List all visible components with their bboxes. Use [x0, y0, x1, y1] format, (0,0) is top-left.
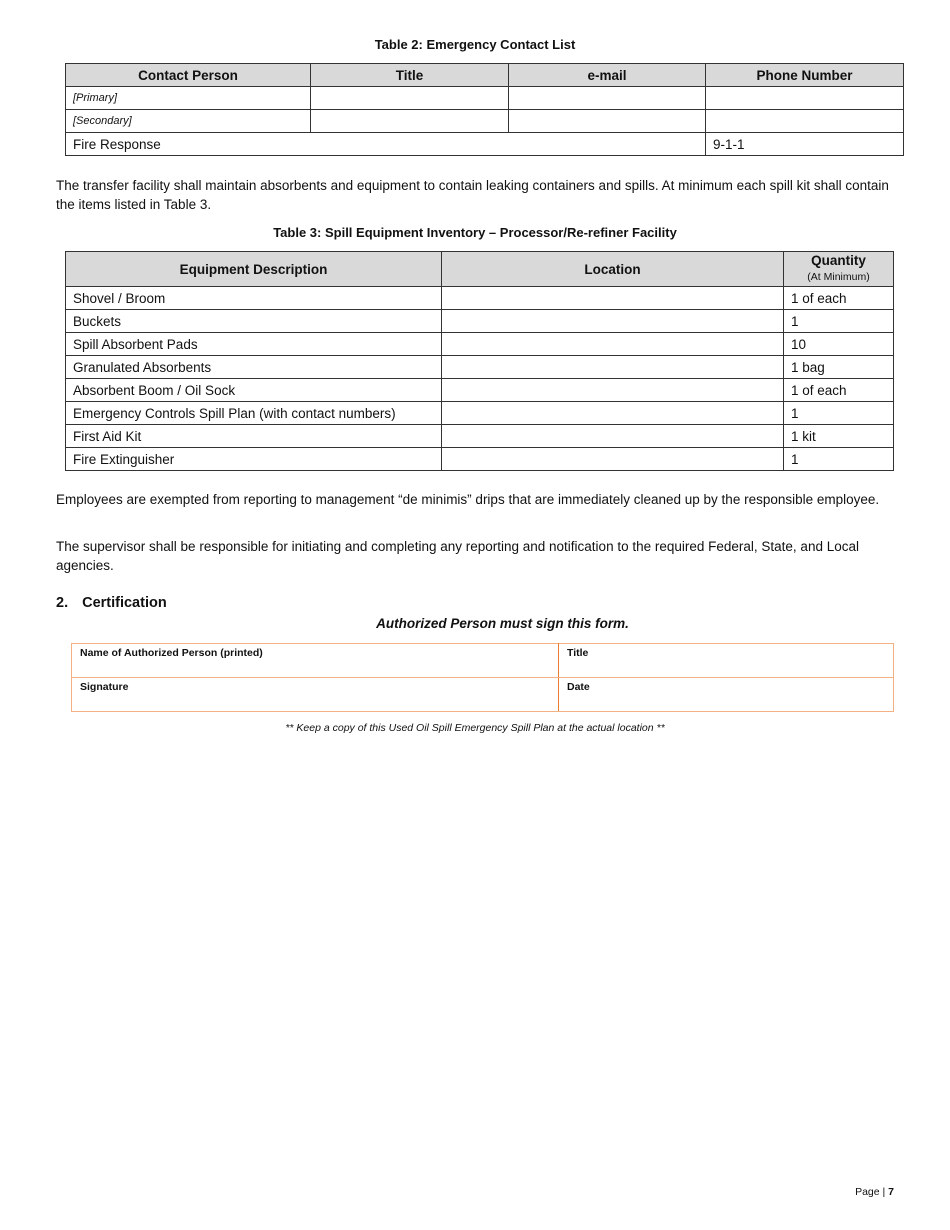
header-phone: Phone Number [706, 64, 904, 87]
section-number: 2. [56, 595, 69, 611]
signature-field[interactable]: Signature [72, 678, 559, 712]
table2-caption: Table 2: Emergency Contact List [374, 37, 576, 52]
cell[interactable] [706, 87, 904, 110]
paragraph: The supervisor shall be responsible for initiating and completing any reporting and notification to the required Federal, State, and Local agencies. [56, 539, 859, 573]
page-label: Page | [855, 1186, 886, 1198]
quantity-cell: 1 of each [784, 287, 894, 310]
location-cell[interactable] [442, 287, 784, 310]
cell: 9-1-1 [706, 133, 904, 156]
equipment-cell: Spill Absorbent Pads [66, 333, 442, 356]
quantity-cell: 10 [784, 333, 894, 356]
quantity-cell: 1 [784, 310, 894, 333]
name-field[interactable]: Name of Authorized Person (printed) [72, 644, 559, 678]
spill-equipment-rows [65, 286, 894, 471]
page-number [855, 1186, 894, 1198]
location-cell[interactable] [442, 310, 784, 333]
cell[interactable] [706, 110, 904, 133]
cell[interactable] [509, 87, 706, 110]
cell: Fire Response [66, 133, 706, 156]
location-cell[interactable] [442, 356, 784, 379]
location-cell[interactable] [442, 425, 784, 448]
table-row [66, 310, 894, 333]
page-num: 7 [888, 1186, 894, 1198]
header-contact-person: Contact Person [66, 64, 311, 87]
equipment-cell: Fire Extinguisher [66, 448, 442, 471]
paragraph: Employees are exempted from reporting to management “de minimis” drips that are immediately cleaned up by the responsible employee. [56, 492, 880, 507]
cell[interactable] [311, 87, 509, 110]
table-row [66, 425, 894, 448]
section-title: Certification [82, 595, 167, 611]
certification-form [71, 643, 894, 712]
location-cell[interactable] [442, 402, 784, 425]
emergency-contact-table [65, 63, 904, 156]
header-quantity-sub: (At Minimum) [807, 271, 870, 283]
equipment-cell: Granulated Absorbents [66, 356, 442, 379]
quantity-cell: 1 [784, 448, 894, 471]
section-heading [56, 595, 167, 611]
equipment-cell: Absorbent Boom / Oil Sock [66, 379, 442, 402]
equipment-cell: First Aid Kit [66, 425, 442, 448]
quantity-cell: 1 of each [784, 379, 894, 402]
quantity-cell: 1 bag [784, 356, 894, 379]
header-equipment: Equipment Description [66, 252, 442, 287]
cell[interactable]: [Secondary] [66, 110, 311, 133]
cell[interactable]: [Primary] [66, 87, 311, 110]
location-cell[interactable] [442, 448, 784, 471]
keep-copy-note: ** Keep a copy of this Used Oil Spill Emergency Spill Plan at the actual location ** [285, 722, 665, 734]
sign-instruction: Authorized Person must sign this form. [376, 616, 629, 631]
spill-equipment-table [65, 251, 894, 287]
header-location: Location [442, 252, 784, 287]
date-field[interactable]: Date [559, 678, 894, 712]
table-row [66, 133, 904, 156]
equipment-cell: Emergency Controls Spill Plan (with contact numbers) [66, 402, 442, 425]
table-row [66, 287, 894, 310]
table-row [66, 333, 894, 356]
table-row [66, 110, 904, 133]
header-quantity: Quantity [811, 253, 866, 268]
table3-caption: Table 3: Spill Equipment Inventory – Processor/Re-refiner Facility [273, 225, 677, 240]
quantity-cell: 1 kit [784, 425, 894, 448]
location-cell[interactable] [442, 333, 784, 356]
table-row [66, 356, 894, 379]
cell[interactable] [509, 110, 706, 133]
equipment-cell: Buckets [66, 310, 442, 333]
location-cell[interactable] [442, 379, 784, 402]
title-field[interactable]: Title [559, 644, 894, 678]
equipment-cell: Shovel / Broom [66, 287, 442, 310]
table-row [66, 448, 894, 471]
table-row [66, 87, 904, 110]
paragraph: The transfer facility shall maintain absorbents and equipment to contain leaking containers and spills. At minimum each spill kit shall contain the items listed in Table 3. [56, 178, 889, 212]
header-email: e-mail [509, 64, 706, 87]
header-title: Title [311, 64, 509, 87]
cell[interactable] [311, 110, 509, 133]
table-row [66, 402, 894, 425]
table-row [66, 379, 894, 402]
quantity-cell: 1 [784, 402, 894, 425]
